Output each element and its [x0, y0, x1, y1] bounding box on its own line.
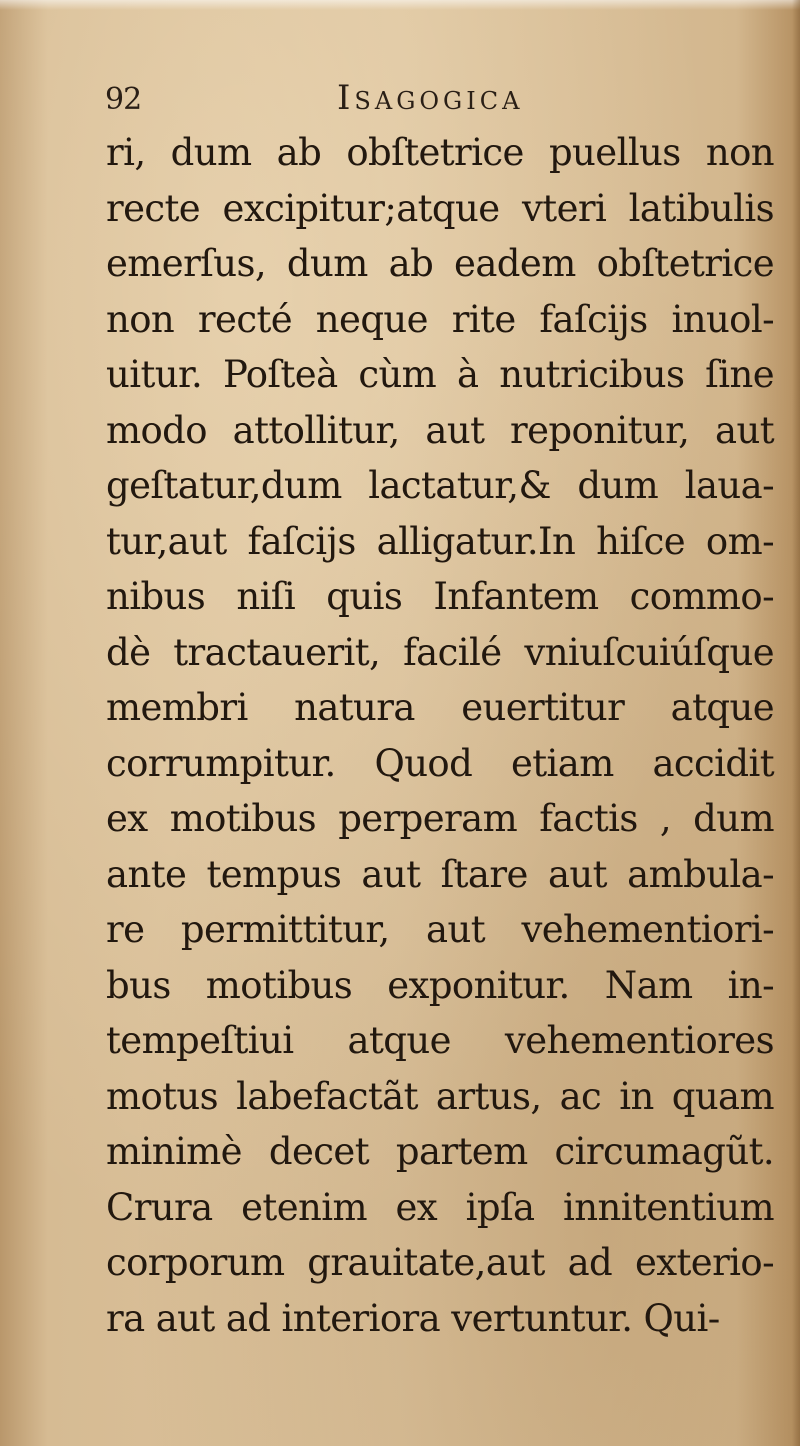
text-line: tempeſtiui atque vehementiores: [106, 1019, 774, 1062]
text-line: Crura etenim ex ipſa innitentium: [106, 1185, 774, 1229]
running-head: Isagogica: [337, 78, 524, 118]
text-line: ex motibus perperam factis , dum: [106, 797, 774, 840]
text-line: tur,aut faſcijs alligatur.In hiſce om-: [106, 519, 774, 563]
text-line: ra aut ad interiora vertuntur. Qui-: [106, 1296, 720, 1340]
text-line: re permittitur, aut vehementiori-: [106, 908, 774, 951]
text-line: ante tempus aut ſtare aut ambula-: [106, 852, 774, 896]
text-line: non recté neque rite faſcijs inuol-: [106, 297, 774, 341]
text-line: dè tractauerit, facilé vniuſcuiúſque: [106, 630, 774, 674]
text-line: ri, dum ab obſtetrice puellus non: [106, 131, 774, 174]
page-number: 92: [105, 82, 142, 117]
text-line: motus labefactãt artus, ac in quam: [106, 1074, 774, 1118]
text-line: corrumpitur. Quod etiam accidit: [106, 741, 774, 785]
text-line: nibus niſi quis Infantem commo-: [106, 575, 774, 618]
text-line: uitur. Poſteà cùm à nutricibus ſine: [106, 353, 774, 396]
page-top-edge: [0, 0, 800, 10]
body-text: [106, 125, 774, 1346]
text-line: recte excipitur;atque vteri latibulis: [106, 186, 774, 230]
page-right-edge: [792, 0, 800, 1446]
page-header: [105, 70, 705, 120]
text-line: minimè decet partem circumagũt.: [106, 1130, 774, 1173]
text-line: emerſus, dum ab eadem obſtetrice: [106, 242, 774, 285]
text-line: membri natura euertitur atque: [106, 686, 774, 729]
text-line: corporum grauitate,aut ad exterio-: [106, 1241, 774, 1284]
text-line: modo attollitur, aut reponitur, aut: [106, 408, 774, 452]
text-line: bus motibus exponitur. Nam in-: [106, 963, 774, 1007]
text-line: geſtatur,dum lactatur,& dum laua-: [106, 464, 774, 507]
